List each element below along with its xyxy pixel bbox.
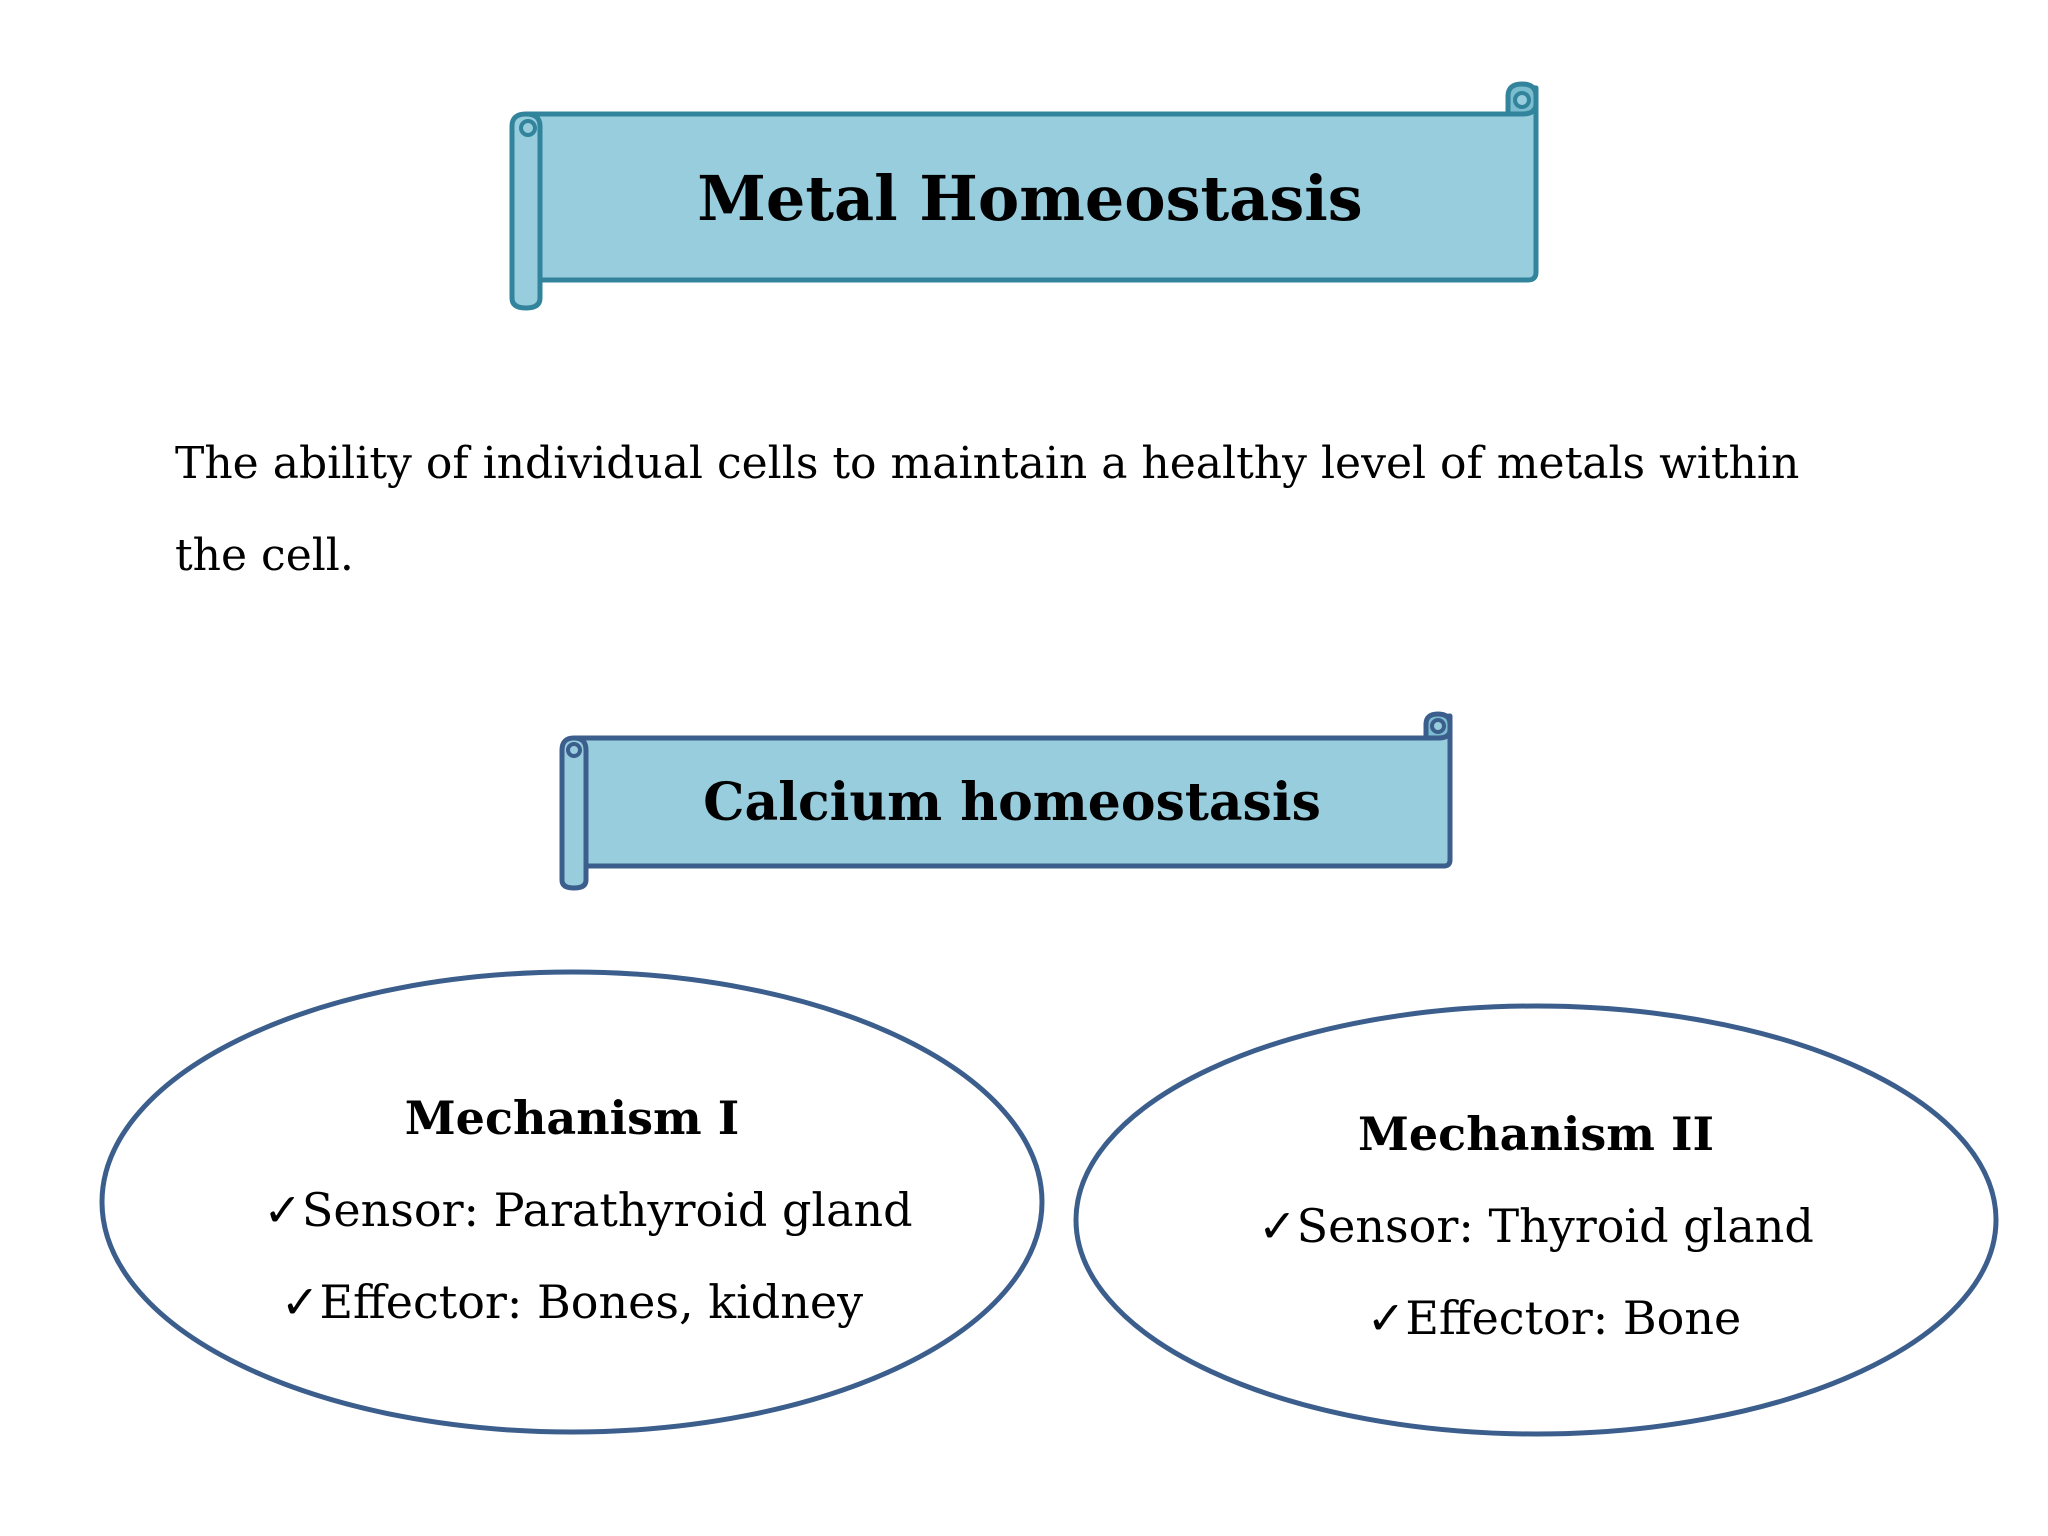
check-icon: ✓ [263,1183,302,1237]
main-banner-right-curl-dot [1515,93,1529,107]
mechanism-1-effector-line [281,1275,863,1329]
main-banner-title: Metal Homeostasis [697,162,1363,235]
mechanism-2-sensor-line [1258,1199,1814,1253]
check-icon: ✓ [1258,1199,1297,1253]
mechanism-2-effector-line [1367,1291,1741,1345]
check-icon: ✓ [280,1275,320,1329]
mechanism-1-title: Mechanism I [404,1091,740,1145]
sub-banner-left-roll [562,738,586,888]
definition-text: The ability of individual cells to maintain a healthy level of metals within the cell. [175,438,1800,581]
mechanism-2-effector: Effector: Bone [1405,1291,1742,1345]
sub-banner-left-curl-dot [568,744,580,756]
mechanism-1-sensor: Sensor: Parathyroid gland [301,1183,913,1237]
mechanism-2-sensor: Sensor: Thyroid gland [1296,1199,1814,1253]
mechanism-2-title: Mechanism II [1358,1107,1714,1161]
check-icon: ✓ [1366,1291,1406,1345]
mechanism-1-effector: Effector: Bones, kidney [319,1275,864,1329]
main-banner-left-roll [512,114,540,308]
mechanism-1-node [102,972,1042,1432]
sub-banner-title: Calcium homeostasis [703,772,1321,833]
mechanism-2-node [1076,1006,1996,1434]
main-banner [512,84,1536,308]
sub-banner [562,714,1450,888]
main-banner-left-curl-dot [521,121,535,135]
sub-banner-right-curl-dot [1432,720,1444,732]
mechanism-1-sensor-line [263,1183,912,1237]
